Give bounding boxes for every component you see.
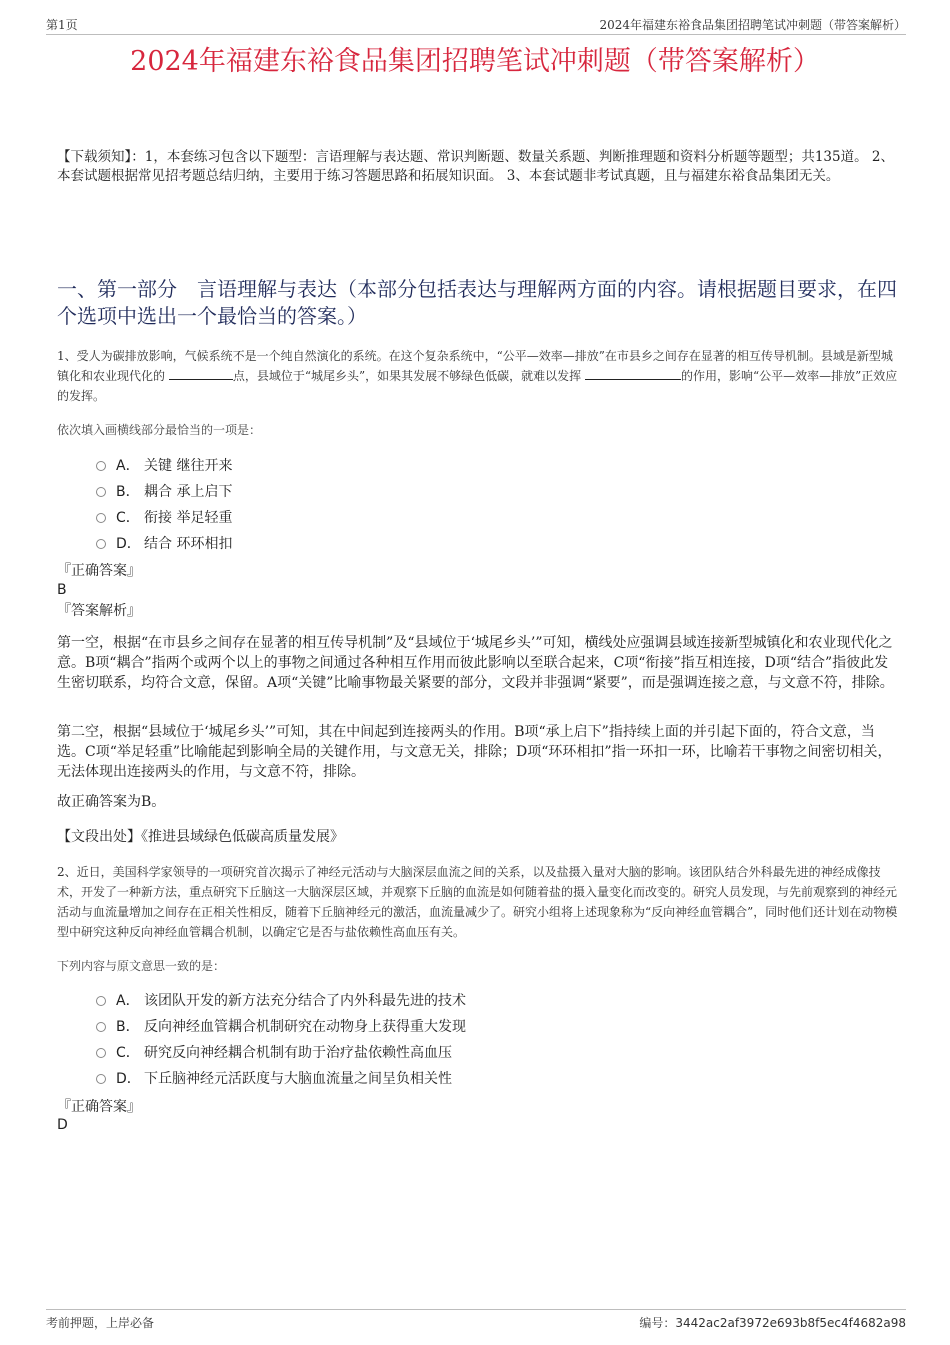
answer-value: D (57, 1117, 68, 1133)
analysis-paragraph-2: 第二空，根据“县域位于‘城尾乡头’”可知，其在中间起到连接两头的作用。B项“承上启下”指持续上面的并引起下面的，符合文意，当选。C项“举足轻重”比喻能起到影响全局的关键作用，与文意无关，排除；D项“环环相扣”指一环扣一环，比喻若干事物之间密切相关，无法体现出连接两头的作用，与文意不符，排除。 (57, 724, 892, 780)
blank-line (585, 367, 681, 380)
option-c[interactable]: C． 研究反向神经耦合机制有助于治疗盐依赖性高血压 (96, 1040, 466, 1066)
page-number: 第1页 (46, 18, 78, 32)
radio-icon[interactable] (96, 487, 106, 497)
option-d[interactable]: D． 下丘脑神经元活跃度与大脑血流量之间呈负相关性 (96, 1066, 466, 1092)
question-1-text: 1、受人为碳排放影响，气候系统不是一个纯自然演化的系统。在这个复杂系统中，“公平—效率—排放”在市县乡之间存在显著的相互传导机制。县域是新型城镇化和农业现代化的 点，县域位于“城尾乡头”，如果其发展不够绿色低碳，就难以发挥 的作用，影响“公平—效率—排放”正效应的发挥。 (57, 349, 898, 403)
option-b[interactable]: B． 反向神经血管耦合机制研究在动物身上获得重大发现 (96, 1014, 466, 1040)
question-2-prompt: 下列内容与原文意思一致的是： (57, 959, 226, 973)
radio-icon[interactable] (96, 1048, 106, 1058)
option-b[interactable]: B． 耦合 承上启下 (96, 479, 232, 505)
radio-icon[interactable] (96, 1074, 106, 1084)
analysis-conclusion: 故正确答案为B。 (57, 794, 166, 810)
option-a[interactable]: A． 该团队开发的新方法充分结合了内外科最先进的技术 (96, 988, 466, 1014)
question-1-prompt: 依次填入画横线部分最恰当的一项是： (57, 423, 262, 437)
analysis-label: 『答案解析』 (57, 603, 141, 619)
radio-icon[interactable] (96, 996, 106, 1006)
page-title: 2024年福建东裕食品集团招聘笔试冲刺题（带答案解析） (130, 46, 820, 77)
blank-line (169, 367, 233, 380)
option-d[interactable]: D． 结合 环环相扣 (96, 531, 232, 557)
option-c[interactable]: C． 衔接 举足轻重 (96, 505, 232, 531)
radio-icon[interactable] (96, 513, 106, 523)
header-doc-title: 2024年福建东裕食品集团招聘笔试冲刺题（带答案解析） (599, 18, 906, 32)
radio-icon[interactable] (96, 1022, 106, 1032)
section-heading: 一、第一部分 言语理解与表达（本部分包括表达与理解两方面的内容。请根据题目要求，在四个选项中选出一个最恰当的答案。） (57, 277, 897, 328)
page-footer (46, 1309, 906, 1330)
document-code: 编号：3442ac2af3972e693b8f5ec4f4682a98 (639, 1316, 906, 1330)
download-notice: 【下载须知】：1，本套练习包含以下题型：言语理解与表达题、常识判断题、数量关系题、判断推理题和资料分析题等题型；共135道。 2、本套试题根据常见招考题总结归纳，主要用于练习答题思路和拓展知识面。 3、本套试题非考试真题，且与福建东裕食品集团无关。 (57, 149, 894, 184)
answer-value: B (57, 582, 67, 598)
footer-slogan: 考前押题，上岸必备 (46, 1316, 155, 1330)
question-2-options (96, 988, 466, 1092)
answer-label: 『正确答案』 (57, 1099, 141, 1115)
source-citation: 【文段出处】《推进县域绿色低碳高质量发展》 (57, 829, 344, 845)
question-1-options (96, 453, 232, 557)
answer-label: 『正确答案』 (57, 563, 141, 579)
radio-icon[interactable] (96, 461, 106, 471)
radio-icon[interactable] (96, 539, 106, 549)
question-2-text: 2、近日，美国科学家领导的一项研究首次揭示了神经元活动与大脑深层血流之间的关系，以及盐摄入量对大脑的影响。该团队结合外科最先进的神经成像技术，开发了一种新方法，重点研究下丘脑这一大脑深层区域，并观察下丘脑的血流是如何随着盐的摄入量变化而改变的。研究人员发现，与先前观察到的神经元活动与血流量增加之间存在正相关性相反，随着下丘脑神经元的激活，血流量减少了。研究小组将上述现象称为“反向神经血管耦合”，同时他们还计划在动物模型中研究这种反向神经血管耦合机制，以确定它是否与盐依赖性高血压有关。 (57, 865, 898, 939)
option-a[interactable]: A． 关键 继往开来 (96, 453, 232, 479)
analysis-paragraph-1: 第一空，根据“在市县乡之间存在显著的相互传导机制”及“县域位于‘城尾乡头’”可知，横线处应强调县域连接新型城镇化和农业现代化之意。B项“耦合”指两个或两个以上的事物之间通过各种相互作用而彼此影响以至联合起来，C项“衔接”指互相连接，D项“结合”指彼此发生密切联系，均符合文意，保留。A项“关键”比喻事物最关紧要的部分，文段并非强调“紧要”，而是强调连接之意，与文意不符，排除。 (57, 635, 894, 691)
page-header (46, 14, 906, 35)
